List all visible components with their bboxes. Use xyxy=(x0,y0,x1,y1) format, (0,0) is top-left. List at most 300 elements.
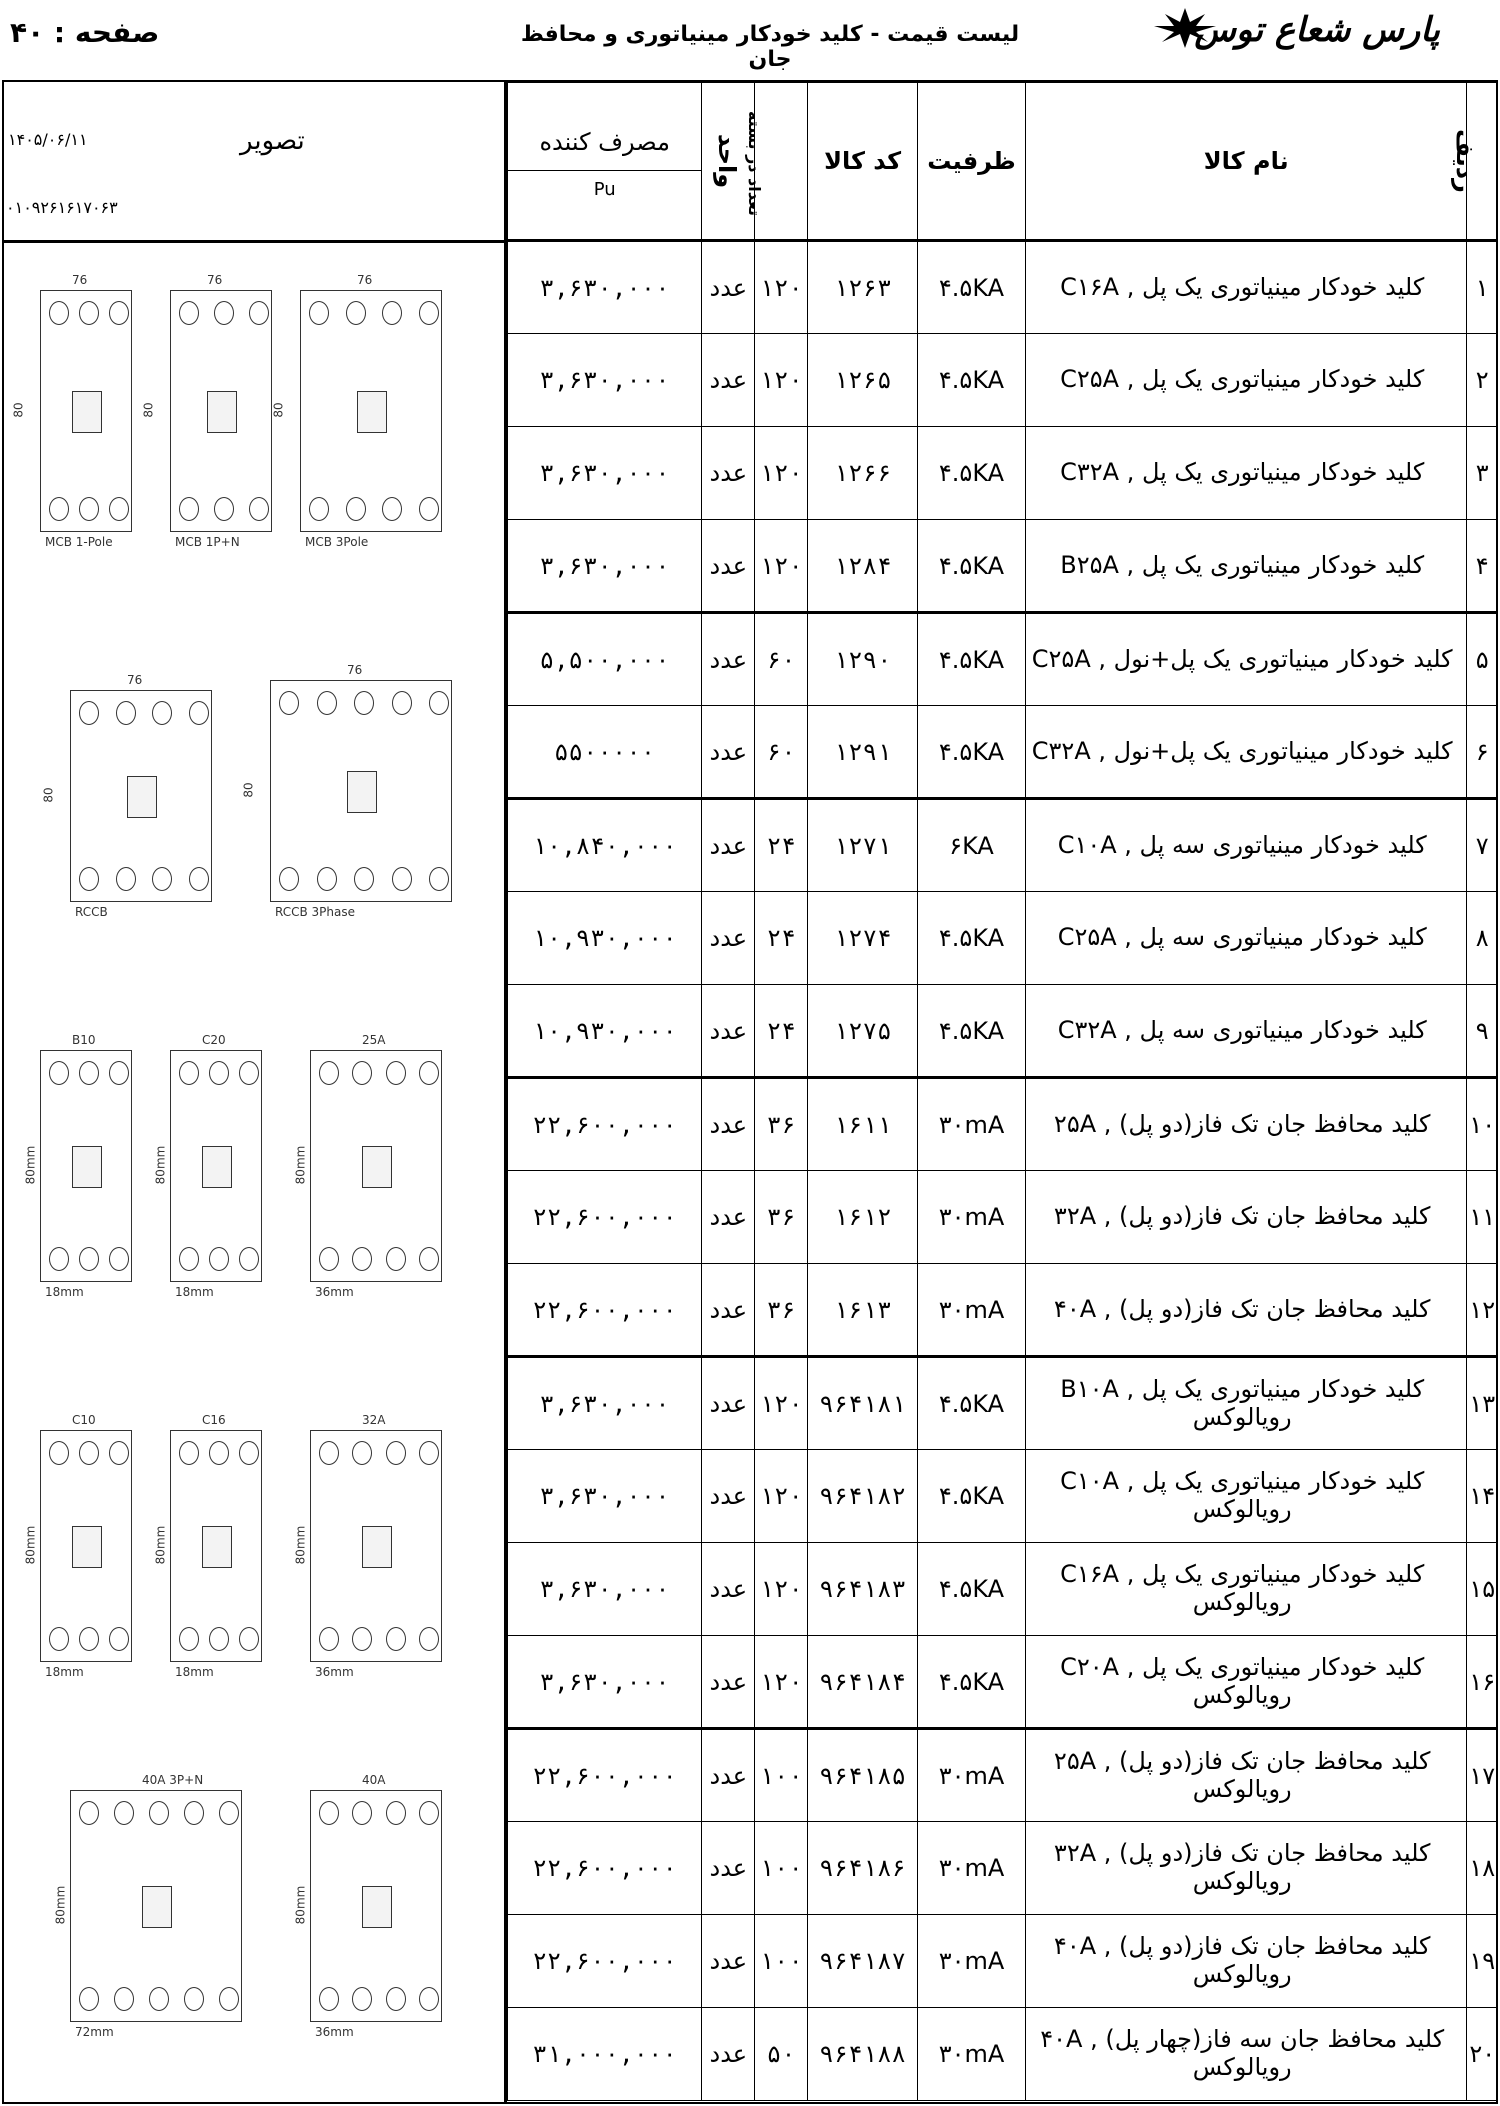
terminal-icon xyxy=(392,691,412,715)
cell-unit: عدد xyxy=(702,706,755,799)
lever-icon xyxy=(202,1526,232,1568)
cell-price: ۲۲,۶۰۰,۰۰۰ xyxy=(508,1915,702,2008)
drawing-label: 80mm xyxy=(23,1145,38,1185)
terminal-icon xyxy=(189,701,209,725)
terminal-icon xyxy=(79,1801,99,1825)
terminal-icon xyxy=(386,1441,406,1465)
cell-code: ۱۶۱۳ xyxy=(808,1264,918,1357)
drawing-label: RCCB 3Phase xyxy=(275,905,356,919)
table-row xyxy=(508,613,1498,706)
image-header-divider xyxy=(4,240,504,243)
terminal-icon xyxy=(49,497,69,521)
cell-capacity: ۴.۵KA xyxy=(918,1543,1026,1636)
header-price-sub: Pu xyxy=(508,170,701,208)
drawing-label: MCB 3Pole xyxy=(305,535,369,549)
drawing-label: 80mm xyxy=(293,1145,308,1185)
cell-code: ۱۲۸۴ xyxy=(808,520,918,613)
table-row xyxy=(508,1264,1498,1357)
terminal-icon xyxy=(386,1627,406,1651)
terminal-icon xyxy=(419,1247,439,1271)
terminal-icon xyxy=(116,867,136,891)
terminal-icon xyxy=(209,1627,229,1651)
drawing-label: MCB 1P+N xyxy=(175,535,240,549)
cell-row-number: ۱۸ xyxy=(1467,1822,1498,1915)
terminal-icon xyxy=(152,701,172,725)
page-header xyxy=(0,0,1500,80)
cell-pack: ۶۰ xyxy=(755,613,808,706)
terminal-icon xyxy=(79,867,99,891)
drawing-label: 40A xyxy=(362,1773,386,1787)
terminal-icon xyxy=(114,1987,134,2011)
cell-price: ۳,۶۳۰,۰۰۰ xyxy=(508,241,702,334)
cell-pack: ۱۲۰ xyxy=(755,427,808,520)
price-table xyxy=(507,82,1498,2101)
terminal-icon xyxy=(309,497,329,521)
cell-name: کلید محافظ جان تک فاز(دو پل) , ۳۲A xyxy=(1025,1171,1467,1264)
table-row xyxy=(508,427,1498,520)
cell-code: ۹۶۴۱۸۴ xyxy=(808,1636,918,1729)
lever-icon xyxy=(142,1886,172,1928)
terminal-icon xyxy=(214,301,234,325)
terminal-icon xyxy=(352,1801,372,1825)
cell-capacity: ۴.۵KA xyxy=(918,241,1026,334)
terminal-icon xyxy=(419,1801,439,1825)
table-body xyxy=(508,241,1498,2101)
terminal-icon xyxy=(239,1627,259,1651)
header-code: کد کالا xyxy=(808,83,918,241)
cell-price: ۱۰,۸۴۰,۰۰۰ xyxy=(508,799,702,892)
drawing-label: 80mm xyxy=(53,1885,68,1925)
cell-name: کلید محافظ جان تک فاز(دو پل) , ۲۵A xyxy=(1025,1078,1467,1171)
terminal-icon xyxy=(79,701,99,725)
cell-name: کلید محافظ جان سه فاز(چهار پل) , ۴۰A رویالوکس xyxy=(1025,2008,1467,2101)
terminal-icon xyxy=(346,301,366,325)
terminal-icon xyxy=(317,867,337,891)
breaker-drawing xyxy=(23,1413,132,1679)
terminal-icon xyxy=(419,301,439,325)
lever-icon xyxy=(362,1526,392,1568)
lever-icon xyxy=(357,391,387,433)
terminal-icon xyxy=(352,1061,372,1085)
page-title: لیست قیمت - کلید خودکار مینیاتوری و محافظ جان xyxy=(520,22,1020,72)
cell-name: کلید محافظ جان تک فاز(دو پل) , ۳۲A رویالوکس xyxy=(1025,1822,1467,1915)
cell-price: ۳,۶۳۰,۰۰۰ xyxy=(508,1543,702,1636)
terminal-icon xyxy=(354,867,374,891)
terminal-icon xyxy=(152,867,172,891)
cell-name: کلید خودکار مینیاتوری یک پل , C۳۲A xyxy=(1025,427,1467,520)
breaker-drawing xyxy=(271,273,442,549)
cell-code: ۱۲۶۶ xyxy=(808,427,918,520)
cell-name: کلید خودکار مینیاتوری یک پل , B۲۵A xyxy=(1025,520,1467,613)
terminal-icon xyxy=(279,867,299,891)
cell-name: کلید خودکار مینیاتوری یک پل , C۱۰A رویالوکس xyxy=(1025,1450,1467,1543)
lever-icon xyxy=(362,1146,392,1188)
cell-capacity: ۴.۵KA xyxy=(918,1636,1026,1729)
cell-row-number: ۷ xyxy=(1467,799,1498,892)
cell-price: ۲۲,۶۰۰,۰۰۰ xyxy=(508,1729,702,1822)
drawing-label: B10 xyxy=(72,1033,96,1047)
terminal-icon xyxy=(354,691,374,715)
terminal-icon xyxy=(279,691,299,715)
terminal-icon xyxy=(184,1801,204,1825)
cell-price: ۳,۶۳۰,۰۰۰ xyxy=(508,1450,702,1543)
drawing-label: 76 xyxy=(127,673,143,687)
table-row xyxy=(508,706,1498,799)
cell-code: ۱۲۹۱ xyxy=(808,706,918,799)
breaker-drawing xyxy=(53,1773,242,2039)
cell-pack: ۵۰ xyxy=(755,2008,808,2101)
contact-phone: ۰۱۰۹۲۶۱۶۱۷۰۶۳ xyxy=(6,198,118,217)
terminal-icon xyxy=(49,1061,69,1085)
cell-price: ۵۵۰۰۰۰۰ xyxy=(508,706,702,799)
terminal-icon xyxy=(392,867,412,891)
terminal-icon xyxy=(386,1801,406,1825)
terminal-icon xyxy=(249,497,269,521)
cell-unit: عدد xyxy=(702,1636,755,1729)
drawing-label: 80mm xyxy=(293,1885,308,1925)
cell-row-number: ۳ xyxy=(1467,427,1498,520)
terminal-icon xyxy=(109,497,129,521)
terminal-icon xyxy=(419,1441,439,1465)
cell-price: ۵,۵۰۰,۰۰۰ xyxy=(508,613,702,706)
cell-row-number: ۴ xyxy=(1467,520,1498,613)
header-capacity: ظرفیت xyxy=(918,83,1026,241)
cell-capacity: ۴.۵KA xyxy=(918,334,1026,427)
cell-price: ۳,۶۳۰,۰۰۰ xyxy=(508,520,702,613)
cell-code: ۹۶۴۱۸۲ xyxy=(808,1450,918,1543)
terminal-icon xyxy=(79,1061,99,1085)
drawing-label: C10 xyxy=(72,1413,96,1427)
terminal-icon xyxy=(419,1627,439,1651)
cell-code: ۱۲۷۵ xyxy=(808,985,918,1078)
cell-pack: ۱۲۰ xyxy=(755,1357,808,1450)
table-row xyxy=(508,520,1498,613)
terminal-icon xyxy=(109,301,129,325)
cell-pack: ۱۰۰ xyxy=(755,1822,808,1915)
table-row xyxy=(508,1915,1498,2008)
cell-code: ۱۲۶۵ xyxy=(808,334,918,427)
drawing-label: 76 xyxy=(357,273,373,287)
terminal-icon xyxy=(239,1061,259,1085)
drawing-label: C16 xyxy=(202,1413,226,1427)
terminal-icon xyxy=(79,1247,99,1271)
cell-capacity: ۴.۵KA xyxy=(918,1357,1026,1450)
cell-name: کلید خودکار مینیاتوری سه پل , C۲۵A xyxy=(1025,892,1467,985)
cell-unit: عدد xyxy=(702,2008,755,2101)
cell-pack: ۱۲۰ xyxy=(755,241,808,334)
cell-row-number: ۱۹ xyxy=(1467,1915,1498,2008)
terminal-icon xyxy=(179,1441,199,1465)
drawing-label: 25A xyxy=(362,1033,386,1047)
table-row xyxy=(508,1822,1498,1915)
terminal-icon xyxy=(309,301,329,325)
cell-row-number: ۱۴ xyxy=(1467,1450,1498,1543)
cell-unit: عدد xyxy=(702,1915,755,2008)
cell-unit: عدد xyxy=(702,799,755,892)
breaker-drawing xyxy=(141,273,272,549)
terminal-icon xyxy=(149,1801,169,1825)
cell-pack: ۲۴ xyxy=(755,985,808,1078)
drawing-label: 36mm xyxy=(315,1665,354,1679)
cell-name: کلید محافظ جان تک فاز(دو پل) , ۴۰A xyxy=(1025,1264,1467,1357)
drawing-label: C20 xyxy=(202,1033,226,1047)
terminal-icon xyxy=(239,1441,259,1465)
terminal-icon xyxy=(419,1061,439,1085)
breaker-drawing xyxy=(293,1413,442,1679)
lever-icon xyxy=(72,1146,102,1188)
drawing-label: 80 xyxy=(241,782,256,798)
breaker-drawing xyxy=(293,1033,442,1299)
cell-price: ۲۲,۶۰۰,۰۰۰ xyxy=(508,1171,702,1264)
cell-price: ۲۲,۶۰۰,۰۰۰ xyxy=(508,1822,702,1915)
table-row xyxy=(508,1543,1498,1636)
terminal-icon xyxy=(352,1987,372,2011)
terminal-icon xyxy=(386,1061,406,1085)
table-row xyxy=(508,241,1498,334)
header-unit: واحد xyxy=(702,83,755,241)
terminal-icon xyxy=(319,1987,339,2011)
drawing-label: MCB 1-Pole xyxy=(45,535,113,549)
drawing-label: 32A xyxy=(362,1413,386,1427)
terminal-icon xyxy=(319,1627,339,1651)
cell-unit: عدد xyxy=(702,334,755,427)
terminal-icon xyxy=(49,1627,69,1651)
cell-code: ۱۲۷۱ xyxy=(808,799,918,892)
terminal-icon xyxy=(114,1801,134,1825)
lever-icon xyxy=(72,391,102,433)
cell-unit: عدد xyxy=(702,892,755,985)
drawing-label: 36mm xyxy=(315,1285,354,1299)
terminal-icon xyxy=(49,301,69,325)
breaker-drawing xyxy=(153,1033,262,1299)
drawing-label: 36mm xyxy=(315,2025,354,2039)
cell-row-number: ۵ xyxy=(1467,613,1498,706)
cell-name: کلید خودکار مینیاتوری یک پل , B۱۰A رویالوکس xyxy=(1025,1357,1467,1450)
terminal-icon xyxy=(49,1247,69,1271)
cell-price: ۲۲,۶۰۰,۰۰۰ xyxy=(508,1264,702,1357)
cell-name: کلید خودکار مینیاتوری یک پل+نول , C۲۵A xyxy=(1025,613,1467,706)
brand-name: پارس شعاع توس xyxy=(1194,10,1440,50)
cell-price: ۳,۶۳۰,۰۰۰ xyxy=(508,334,702,427)
breaker-drawing xyxy=(241,663,452,919)
terminal-icon xyxy=(319,1061,339,1085)
terminal-icon xyxy=(319,1801,339,1825)
terminal-icon xyxy=(109,1061,129,1085)
terminal-icon xyxy=(209,1247,229,1271)
cell-pack: ۲۴ xyxy=(755,799,808,892)
table-row xyxy=(508,799,1498,892)
terminal-icon xyxy=(109,1627,129,1651)
breaker-drawing xyxy=(153,1413,262,1679)
cell-code: ۱۲۹۰ xyxy=(808,613,918,706)
cell-unit: عدد xyxy=(702,427,755,520)
cell-name: کلید محافظ جان تک فاز(دو پل) , ۲۵A رویالوکس xyxy=(1025,1729,1467,1822)
cell-unit: عدد xyxy=(702,241,755,334)
terminal-icon xyxy=(319,1247,339,1271)
cell-unit: عدد xyxy=(702,1822,755,1915)
terminal-icon xyxy=(352,1627,372,1651)
terminal-icon xyxy=(189,867,209,891)
cell-price: ۲۲,۶۰۰,۰۰۰ xyxy=(508,1078,702,1171)
terminal-icon xyxy=(209,1441,229,1465)
cell-unit: عدد xyxy=(702,1450,755,1543)
cell-row-number: ۱۷ xyxy=(1467,1729,1498,1822)
drawing-label: 80mm xyxy=(153,1145,168,1185)
cell-capacity: ۶KA xyxy=(918,799,1026,892)
drawing-label: 80 xyxy=(271,402,286,418)
cell-row-number: ۲ xyxy=(1467,334,1498,427)
terminal-icon xyxy=(179,1627,199,1651)
cell-pack: ۱۲۰ xyxy=(755,1543,808,1636)
header-price xyxy=(508,83,702,241)
cell-capacity: ۳۰mA xyxy=(918,1822,1026,1915)
cell-capacity: ۳۰mA xyxy=(918,1915,1026,2008)
lever-icon xyxy=(202,1146,232,1188)
cell-row-number: ۱۳ xyxy=(1467,1357,1498,1450)
breaker-drawing xyxy=(11,273,132,549)
cell-capacity: ۳۰mA xyxy=(918,1078,1026,1171)
breaker-drawing xyxy=(23,1033,132,1299)
cell-row-number: ۱۵ xyxy=(1467,1543,1498,1636)
drawing-label: 18mm xyxy=(175,1285,214,1299)
cell-code: ۹۶۴۱۸۶ xyxy=(808,1822,918,1915)
terminal-icon xyxy=(386,1987,406,2011)
cell-price: ۱۰,۹۳۰,۰۰۰ xyxy=(508,985,702,1078)
drawing-label: RCCB xyxy=(75,905,108,919)
cell-code: ۹۶۴۱۸۵ xyxy=(808,1729,918,1822)
cell-capacity: ۳۰mA xyxy=(918,1729,1026,1822)
drawing-label: 18mm xyxy=(175,1665,214,1679)
drawing-label: 80 xyxy=(11,402,26,418)
drawing-label: 76 xyxy=(347,663,363,677)
cell-pack: ۱۲۰ xyxy=(755,520,808,613)
cell-pack: ۳۶ xyxy=(755,1078,808,1171)
cell-row-number: ۲۰ xyxy=(1467,2008,1498,2101)
cell-pack: ۱۲۰ xyxy=(755,1450,808,1543)
cell-code: ۹۶۴۱۸۱ xyxy=(808,1357,918,1450)
cell-unit: عدد xyxy=(702,613,755,706)
terminal-icon xyxy=(239,1247,259,1271)
cell-row-number: ۱۲ xyxy=(1467,1264,1498,1357)
cell-unit: عدد xyxy=(702,1171,755,1264)
cell-name: کلید خودکار مینیاتوری یک پل , C۲۰A رویالوکس xyxy=(1025,1636,1467,1729)
cell-row-number: ۱۰ xyxy=(1467,1078,1498,1171)
drawing-label: 76 xyxy=(207,273,223,287)
image-column-title: تصویر xyxy=(240,126,305,156)
cell-unit: عدد xyxy=(702,985,755,1078)
lever-icon xyxy=(347,771,377,813)
terminal-icon xyxy=(249,301,269,325)
cell-unit: عدد xyxy=(702,1729,755,1822)
terminal-icon xyxy=(179,1061,199,1085)
cell-capacity: ۴.۵KA xyxy=(918,613,1026,706)
drawing-label: 80mm xyxy=(293,1525,308,1565)
terminal-icon xyxy=(419,497,439,521)
cell-unit: عدد xyxy=(702,520,755,613)
cell-capacity: ۴.۵KA xyxy=(918,1450,1026,1543)
issue-date: ۱۴۰۵/۰۶/۱۱ xyxy=(8,130,88,149)
terminal-icon xyxy=(184,1987,204,2011)
terminal-icon xyxy=(179,1247,199,1271)
cell-capacity: ۴.۵KA xyxy=(918,706,1026,799)
terminal-icon xyxy=(346,497,366,521)
cell-code: ۱۲۷۴ xyxy=(808,892,918,985)
cell-capacity: ۴.۵KA xyxy=(918,520,1026,613)
table-row xyxy=(508,1729,1498,1822)
cell-code: ۱۶۱۲ xyxy=(808,1171,918,1264)
terminal-icon xyxy=(319,1441,339,1465)
cell-name: کلید خودکار مینیاتوری یک پل , C۱۶A xyxy=(1025,241,1467,334)
cell-row-number: ۸ xyxy=(1467,892,1498,985)
cell-pack: ۳۶ xyxy=(755,1264,808,1357)
drawing-label: 80mm xyxy=(23,1525,38,1565)
terminal-icon xyxy=(149,1987,169,2011)
table-row xyxy=(508,1450,1498,1543)
drawing-label: 80 xyxy=(41,787,56,803)
terminal-icon xyxy=(79,301,99,325)
cell-price: ۱۰,۹۳۰,۰۰۰ xyxy=(508,892,702,985)
table-row xyxy=(508,1357,1498,1450)
cell-name: کلید محافظ جان تک فاز(دو پل) , ۴۰A رویالوکس xyxy=(1025,1915,1467,2008)
terminal-icon xyxy=(214,497,234,521)
cell-pack: ۱۲۰ xyxy=(755,334,808,427)
cell-price: ۳,۶۳۰,۰۰۰ xyxy=(508,427,702,520)
header-pack: تعداد در بسته xyxy=(755,83,808,241)
terminal-icon xyxy=(79,1441,99,1465)
terminal-icon xyxy=(79,1987,99,2011)
cell-unit: عدد xyxy=(702,1078,755,1171)
terminal-icon xyxy=(116,701,136,725)
lever-icon xyxy=(362,1886,392,1928)
cell-unit: عدد xyxy=(702,1264,755,1357)
cell-name: کلید خودکار مینیاتوری سه پل , C۳۲A xyxy=(1025,985,1467,1078)
table-row xyxy=(508,2008,1498,2101)
cell-pack: ۳۶ xyxy=(755,1171,808,1264)
cell-code: ۹۶۴۱۸۳ xyxy=(808,1543,918,1636)
cell-name: کلید خودکار مینیاتوری یک پل , C۲۵A xyxy=(1025,334,1467,427)
terminal-icon xyxy=(382,301,402,325)
cell-price: ۳,۶۳۰,۰۰۰ xyxy=(508,1636,702,1729)
terminal-icon xyxy=(49,1441,69,1465)
table-header-row xyxy=(508,83,1498,241)
drawing-label: 80mm xyxy=(153,1525,168,1565)
cell-code: ۹۶۴۱۸۸ xyxy=(808,2008,918,2101)
terminal-icon xyxy=(429,867,449,891)
cell-capacity: ۳۰mA xyxy=(918,1264,1026,1357)
header-name: نام کالا xyxy=(1025,83,1467,241)
cell-name: کلید خودکار مینیاتوری سه پل , C۱۰A xyxy=(1025,799,1467,892)
drawing-label: 72mm xyxy=(75,2025,114,2039)
terminal-icon xyxy=(429,691,449,715)
lever-icon xyxy=(127,776,157,818)
header-price-label: مصرف کننده xyxy=(539,128,670,156)
terminal-icon xyxy=(386,1247,406,1271)
terminal-icon xyxy=(79,1627,99,1651)
cell-capacity: ۳۰mA xyxy=(918,1171,1026,1264)
terminal-icon xyxy=(219,1987,239,2011)
cell-name: کلید خودکار مینیاتوری یک پل , C۱۶A رویالوکس xyxy=(1025,1543,1467,1636)
cell-pack: ۶۰ xyxy=(755,706,808,799)
cell-row-number: ۱۶ xyxy=(1467,1636,1498,1729)
cell-capacity: ۴.۵KA xyxy=(918,892,1026,985)
cell-name: کلید خودکار مینیاتوری یک پل+نول , C۳۲A xyxy=(1025,706,1467,799)
terminal-icon xyxy=(317,691,337,715)
cell-price: ۳,۶۳۰,۰۰۰ xyxy=(508,1357,702,1450)
page-number: صفحه : ۴۰ xyxy=(10,16,160,49)
cell-row-number: ۱ xyxy=(1467,241,1498,334)
drawing-label: 18mm xyxy=(45,1285,84,1299)
table-row xyxy=(508,1078,1498,1171)
